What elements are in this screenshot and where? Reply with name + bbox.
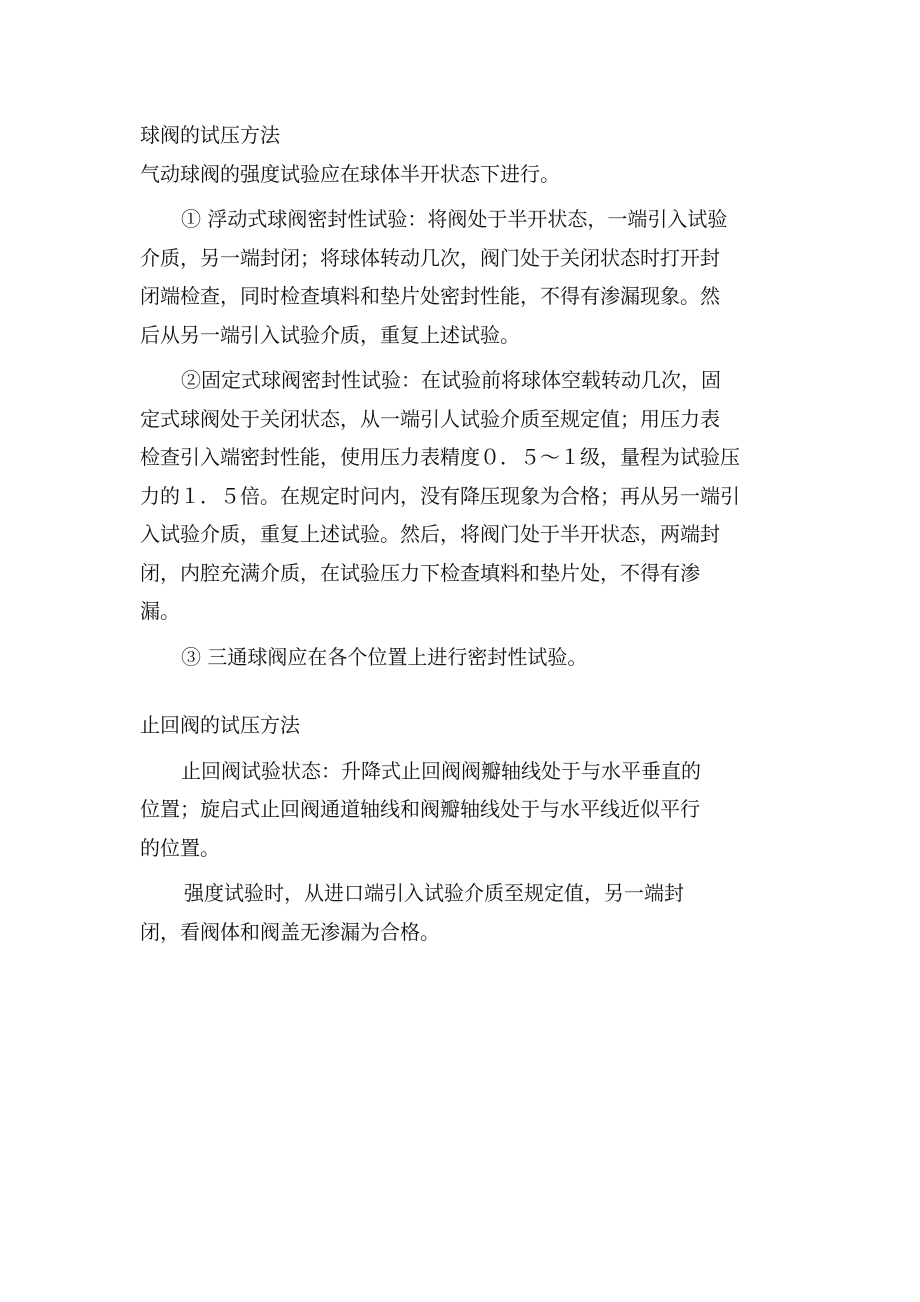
paragraph-line: ②固定式球阀密封性试验：在试验前将球体空载转动几次，固: [181, 368, 721, 392]
document-body: [140, 116, 785, 951]
paragraph-line: 检查引入端密封性能，使用压力表精度０．５～１级，量程为试验压: [140, 445, 740, 469]
check-valve-section: [140, 706, 785, 951]
ball-valve-fixed-paragraph: [140, 361, 785, 631]
check-valve-strength-paragraph: [140, 874, 785, 951]
section-heading-ball-valve: 球阀的试压方法: [140, 123, 280, 147]
paragraph-line: 入试验介质，重复上述试验。然后，将阀门处于半开状态，两端封: [140, 522, 720, 546]
paragraph-line: 定式球阀处于关闭状态，从一端引人试验介质至规定值；用压力表: [140, 406, 720, 431]
paragraph-line: 力的１．５倍。在规定时问内，没有降压现象为合格；再从另一端引: [140, 483, 740, 508]
ball-valve-floating-paragraph: [140, 200, 785, 354]
paragraph-line: 闭，看阀体和阀盖无渗漏为合格。: [140, 919, 440, 944]
check-valve-state-paragraph: [140, 752, 785, 868]
paragraph-line: 止回阀试验状态：升降式止回阀阀瓣轴线处于与水平垂直的: [181, 758, 701, 783]
paragraph-line: 后从另一端引入试验介质，重复上述试验。: [140, 322, 520, 347]
paragraph-line: ③ 三通球阀应在各个位置上进行密封性试验。: [181, 644, 588, 669]
paragraph-line: 位置；旋启式止回阀通道轴线和阀瓣轴线处于与水平线近似平行: [140, 797, 700, 821]
paragraph-line: 闭端检查，同时检查填料和垫片处密封性能，不得有渗漏现象。然: [140, 284, 720, 308]
paragraph-line: ① 浮动式球阀密封性试验：将阀处于半开状态，一端引入试验: [181, 207, 728, 231]
ball-valve-three-way-paragraph: [140, 638, 785, 677]
ball-valve-intro: 气动球阀的强度试验应在球体半开状态下进行。: [140, 161, 560, 186]
paragraph-line: 强度试验时，从进口端引入试验介质至规定值，另一端封: [184, 881, 684, 905]
paragraph-line: 闭，内腔充满介质，在试验压力下检查填料和垫片处，不得有渗: [140, 560, 700, 585]
paragraph-line: 介质，另一端封闭；将球体转动几次，阀门处于关闭状态时打开封: [140, 245, 720, 270]
section-heading-check-valve: 止回阀的试压方法: [140, 713, 300, 737]
paragraph-line: 漏。: [140, 599, 180, 623]
paragraph-line: 的位置。: [140, 835, 220, 860]
